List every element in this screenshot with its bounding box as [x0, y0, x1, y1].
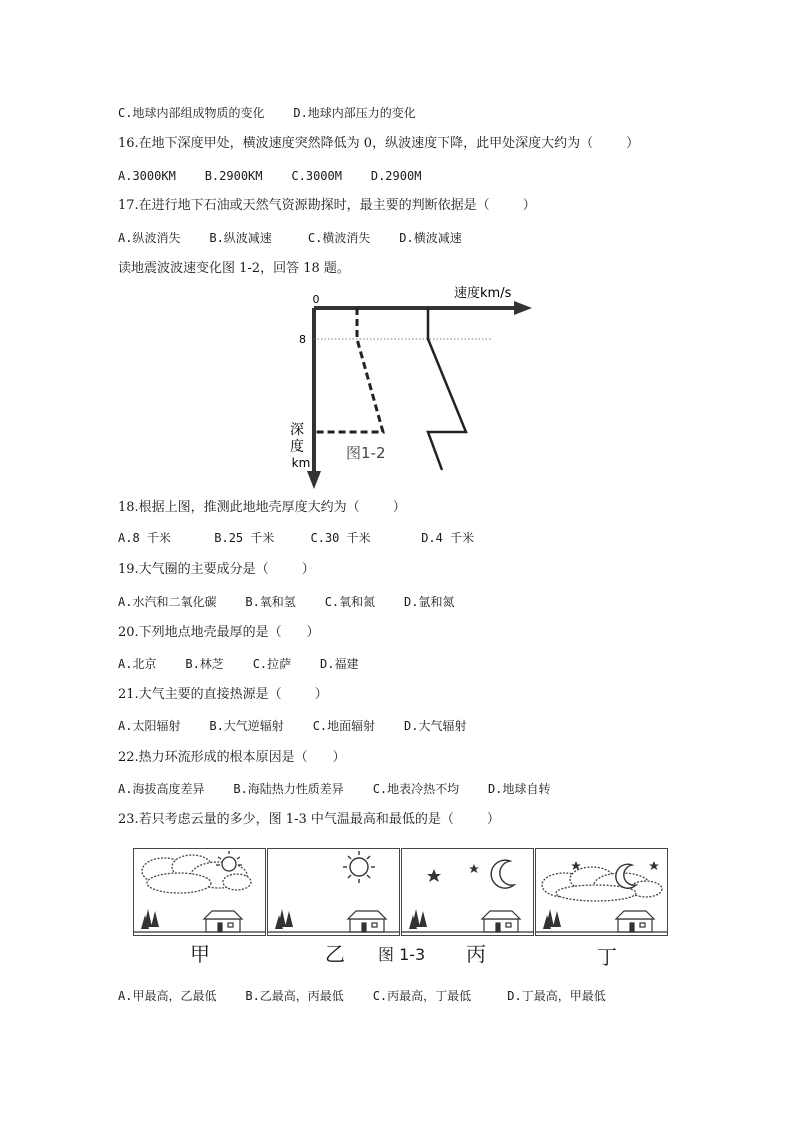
star-icon	[469, 864, 479, 873]
panel-label-ding: 丁	[597, 945, 617, 969]
panel-jia	[133, 848, 266, 936]
question-19-options: A.水汽和二氧化碳 B.氧和氢 C.氧和氮 D.氩和氮	[118, 595, 455, 609]
question-16-options: A.3000KM B.2900KM C.3000M D.2900M	[118, 169, 422, 183]
origin-label: 0	[312, 293, 320, 306]
tree-icon	[141, 909, 159, 929]
question-21-options: A.太阳辐射 B.大气逆辐射 C.地面辐射 D.大气辐射	[118, 719, 467, 733]
question-20-options: A.北京 B.林芝 C.拉萨 D.福建	[118, 657, 359, 671]
question-22-options: A.海拔高度差异 B.海陆热力性质差异 C.地表冷热不均 D.地球自转	[118, 782, 551, 796]
question-16: 16.在地下深度甲处，横波速度突然降低为 0，纵波速度下降，此甲处深度大约为（ ）	[118, 136, 640, 151]
question-23-options: A.甲最高，乙最低 B.乙最高，丙最低 C.丙最高，丁最低 D.丁最高，甲最低	[118, 989, 606, 1003]
x-axis-arrow	[514, 301, 532, 315]
panel-bing	[401, 848, 534, 936]
cloud-icon	[542, 867, 662, 901]
star-icon	[427, 869, 441, 882]
house-icon	[616, 911, 654, 932]
question-22: 22.热力环流形成的根本原因是（ ）	[118, 750, 346, 765]
question-19: 19.大气圈的主要成分是（ ）	[118, 562, 315, 577]
house-icon	[482, 911, 520, 932]
panel-label-bing: 丙	[466, 942, 486, 966]
house-icon	[204, 911, 242, 932]
tree-icon	[409, 909, 427, 929]
question-17: 17.在进行地下石油或天然气资源勘探时，最主要的判断依据是（ ）	[118, 198, 536, 213]
question-23: 23.若只考虑云量的多少，图 1-3 中气温最高和最低的是（ ）	[118, 812, 500, 827]
star-icon	[649, 861, 659, 870]
depth-axis-label-2: 度	[290, 439, 304, 455]
tree-icon	[275, 909, 293, 929]
question-15-options: C.地球内部组成物质的变化 D.地球内部压力的变化	[118, 106, 416, 120]
figure-1-2-caption: 图1-2	[346, 444, 386, 462]
velocity-axis-label: 速度km/s	[454, 286, 512, 301]
s-wave-curve	[314, 308, 383, 432]
tree-icon	[543, 909, 561, 929]
moon-icon	[491, 860, 514, 888]
p-wave-curve	[428, 308, 466, 470]
question-20: 20.下列地点地壳最厚的是（ ）	[118, 625, 320, 640]
sun-icon	[343, 851, 375, 883]
figure-1-3-caption: 图 1-3	[378, 945, 426, 964]
reading-instruction: 读地震波波速变化图 1-2，回答 18 题。	[118, 261, 350, 276]
figure-1-3-weather-panels	[130, 848, 670, 968]
question-18-options: A.8 千米 B.25 千米 C.30 千米 D.4 千米	[118, 531, 475, 545]
house-icon	[348, 911, 386, 932]
y-axis-arrow	[307, 471, 321, 489]
panel-yi	[267, 848, 400, 936]
question-21: 21.大气主要的直接热源是（ ）	[118, 687, 328, 702]
depth-axis-label-3: km	[291, 456, 311, 470]
panel-label-yi: 乙	[325, 942, 345, 966]
panel-label-jia: 甲	[190, 942, 210, 966]
star-icon	[571, 861, 581, 870]
figure-1-2-seismic-wave-chart	[280, 285, 540, 490]
depth-8-label: 8	[299, 333, 306, 346]
question-17-options: A.纵波消失 B.纵波减速 C.横波消失 D.横波减速	[118, 231, 462, 245]
question-18: 18.根据上图，推测此地地壳厚度大约为（ ）	[118, 500, 406, 515]
panel-ding	[535, 848, 668, 936]
depth-axis-label-1: 深	[290, 422, 304, 438]
